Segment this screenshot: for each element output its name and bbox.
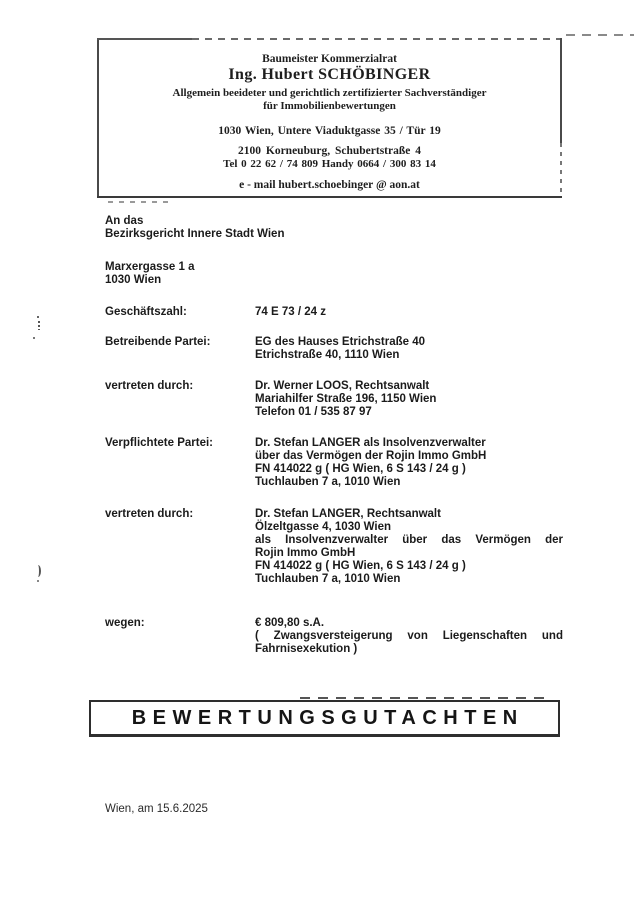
case-row-line: Tuchlauben 7 a, 1010 Wien	[255, 476, 401, 488]
case-row-line: EG des Hauses Etrichstraße 40	[255, 336, 426, 348]
case-row-value	[255, 437, 563, 489]
scan-artifact	[37, 316, 39, 318]
case-row-line: Tuchlauben 7 a, 1010 Wien	[255, 573, 401, 585]
case-row-line: Dr. Werner LOOS, Rechtsanwalt	[255, 380, 430, 392]
case-row-value	[255, 336, 563, 362]
case-row-line: € 809,80 s.A.	[255, 617, 325, 629]
case-row-line: als Insolvenzverwalter über das Vermögen der	[255, 534, 563, 546]
case-row-line: ( Zwangsversteigerung von Liegenschaften und	[255, 630, 563, 642]
case-details	[105, 306, 563, 656]
document-title-box	[89, 700, 560, 737]
letterhead-phone: Tel 0 22 62 / 74 809 Handy 0664 / 300 83 14	[223, 158, 436, 170]
scan-artifact	[38, 321, 40, 330]
case-row-line: Dr. Stefan LANGER, Rechtsanwalt	[255, 508, 441, 520]
recipient-block	[105, 215, 563, 241]
recipient-court: Bezirksgericht Innere Stadt Wien	[105, 228, 285, 240]
letterhead-subtitle-2: für Immobilienbewertungen	[263, 100, 396, 112]
letterhead-address-vienna: 1030 Wien, Untere Viaduktgasse 35 / Tür 19	[218, 125, 441, 137]
case-row-line: 74 E 73 / 24 z	[255, 306, 326, 318]
letterhead-name: Ing. Hubert SCHÖBINGER	[228, 66, 431, 83]
scan-artifact	[33, 337, 35, 339]
letterhead	[97, 38, 562, 198]
case-row-value	[255, 306, 563, 319]
case-row-line: Rojin Immo GmbH	[255, 547, 356, 559]
letter-body	[105, 215, 563, 656]
recipient-street: Marxergasse 1 a	[105, 261, 195, 273]
case-row-line: FN 414022 g ( HG Wien, 6 S 143 / 24 g )	[255, 463, 466, 475]
case-row-label: vertreten durch:	[105, 380, 194, 392]
scan-artifact	[108, 201, 168, 203]
case-row-value	[255, 380, 563, 419]
case-row-value	[255, 508, 563, 586]
case-row-line: Dr. Stefan LANGER als Insolvenzverwalter	[255, 437, 486, 449]
case-row-label: Betreibende Partei:	[105, 336, 211, 348]
recipient-salutation: An das	[105, 215, 144, 227]
case-row-line: Telefon 01 / 535 87 97	[255, 406, 372, 418]
scan-artifact	[37, 580, 39, 582]
case-row-label: vertreten durch:	[105, 508, 194, 520]
letterhead-subtitle: Allgemein beeideter und gerichtlich zertifizierter Sachverständiger	[172, 87, 487, 99]
case-row	[105, 306, 563, 319]
document-title: BEWERTUNGSGUTACHTEN	[131, 706, 524, 729]
letterhead-title: Baumeister Kommerzialrat	[262, 53, 397, 65]
case-row-label: wegen:	[105, 617, 145, 629]
case-row-line: über das Vermögen der Rojin Immo GmbH	[255, 450, 487, 462]
recipient-city: 1030 Wien	[105, 274, 162, 286]
case-row	[105, 380, 563, 419]
case-row-value	[255, 617, 563, 656]
case-row-label: Verpflichtete Partei:	[105, 437, 214, 449]
case-row	[105, 508, 563, 586]
letterhead-address-korneuburg: 2100 Korneuburg, Schubertstraße 4	[238, 145, 421, 157]
recipient-address-block	[105, 261, 563, 287]
case-row-line: FN 414022 g ( HG Wien, 6 S 143 / 24 g )	[255, 560, 466, 572]
case-row	[105, 336, 563, 362]
case-row	[105, 437, 563, 489]
case-row-line: Mariahilfer Straße 196, 1150 Wien	[255, 393, 437, 405]
scan-artifact	[36, 565, 41, 577]
scan-artifact	[300, 697, 550, 699]
case-row-line: Etrichstraße 40, 1110 Wien	[255, 349, 400, 361]
scan-artifact	[566, 34, 634, 36]
case-row-line: Ölzeltgasse 4, 1030 Wien	[255, 521, 392, 533]
case-row-line: Fahrnisexekution )	[255, 643, 358, 655]
case-row-label: Geschäftszahl:	[105, 306, 187, 318]
letterhead-email: e - mail hubert.schoebinger @ aon.at	[239, 179, 420, 191]
place-date-line: Wien, am 15.6.2025	[105, 803, 208, 815]
case-row	[105, 617, 563, 656]
